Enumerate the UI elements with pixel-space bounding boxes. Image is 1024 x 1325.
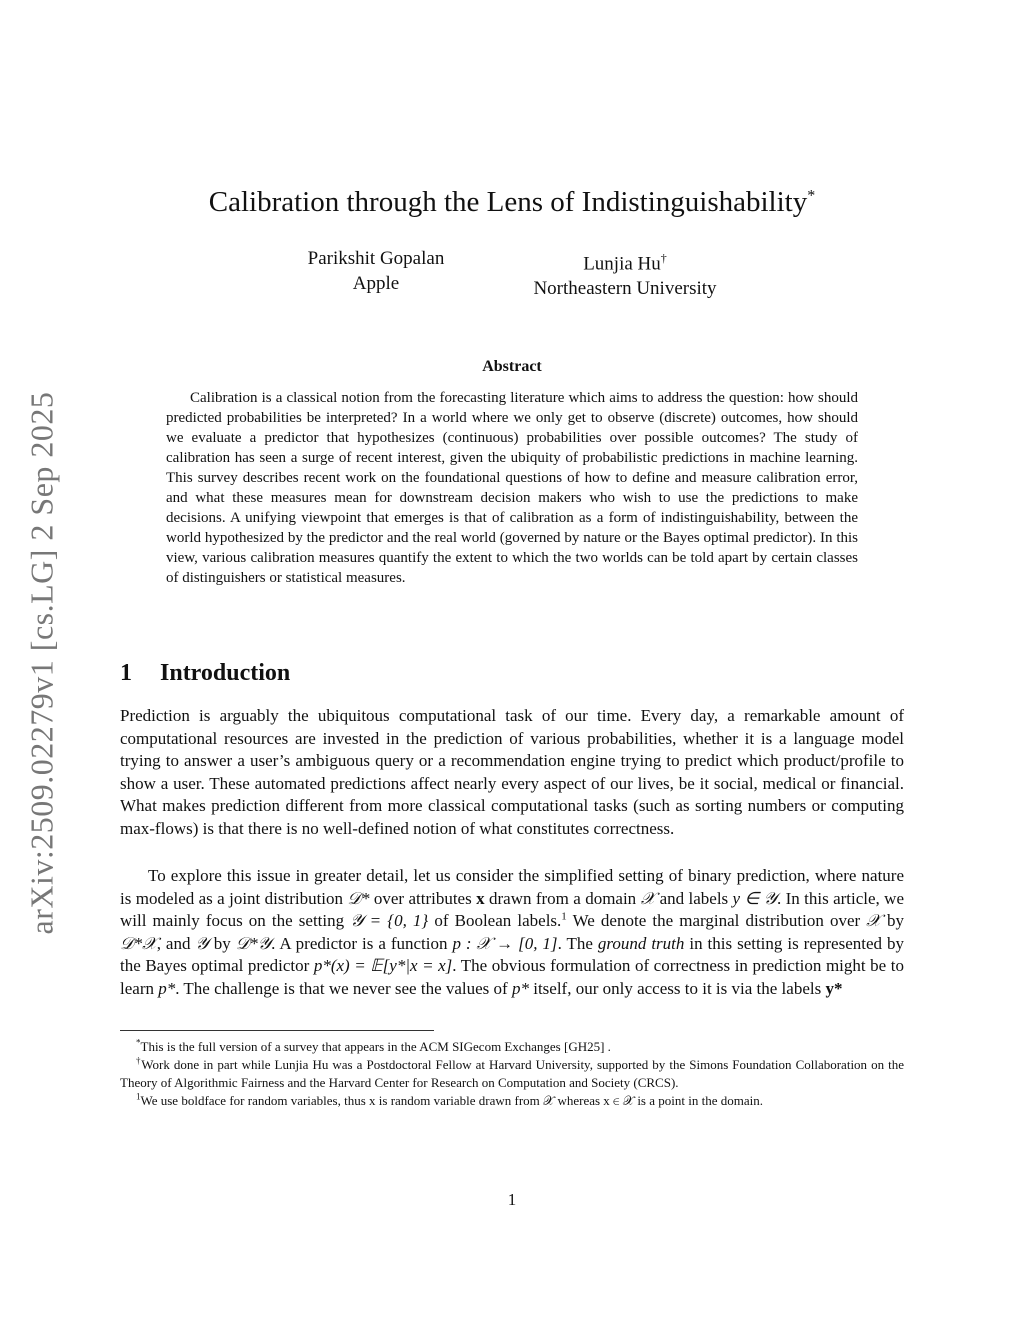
author-footnote-mark: †	[660, 251, 667, 265]
math-domain: 𝒳	[640, 888, 656, 908]
footnote-text: This is the full version of a survey that appears in the ACM SIGecom Exchanges [GH25] .	[140, 1039, 611, 1054]
paper-title-text: Calibration through the Lens of Indistinguishability	[208, 186, 808, 218]
footnote-mark: 1	[136, 1091, 141, 1102]
math-marginal-y: 𝒟*𝒴	[235, 933, 272, 953]
math-marginal-x: 𝒟*𝒳	[120, 933, 157, 953]
text-run: over attributes	[369, 888, 477, 908]
text-run: drawn from a domain	[484, 888, 641, 908]
author-name: Parikshit Gopalan	[307, 248, 445, 269]
text-run: and labels	[655, 888, 733, 908]
title-footnote-mark: *	[807, 187, 816, 205]
intro-paragraph-1: Prediction is arguably the ubiquitous computational task of our time. Every day, a remarkable amount of computational resources are invested in the prediction of various probabilities, whether it is a language model trying to answer a user’s ambiguous query or a recommendation engine trying to predict which product/profile to show a user. These automated predictions affect nearly every aspect of our lives, be it social, medical or financial. What makes prediction different from more classical computational tasks (such as sorting numbers or computing max-flows) is that there is no well-defined notion of what constitutes correctness.	[120, 706, 904, 838]
math-p-star: p*	[158, 978, 176, 998]
text-run: . The obvious formulation of correctness in prediction might be to learn	[120, 956, 904, 998]
text-run: To explore this issue in greater detail, let us consider the simplified setting of binary prediction, where nature is modeled as a joint distribution	[120, 866, 904, 908]
text-run: . A predictor is a function	[271, 933, 453, 953]
math-domain: 𝒳	[866, 911, 881, 931]
text-run: . The challenge is that we never see the values of	[175, 978, 512, 998]
math-boolean-labels: 𝒴 = {0, 1}	[350, 911, 429, 931]
section-title: Introduction	[160, 660, 291, 686]
paper-title	[120, 186, 904, 219]
footnote-item	[120, 1038, 904, 1056]
author-block-1	[296, 246, 456, 296]
arxiv-identifier-text: arXiv:2509.02279v1 [cs.LG] 2 Sep 2025	[23, 391, 60, 934]
text-run: by	[208, 933, 236, 953]
text-run: itself, our only access to it is via the labels	[528, 978, 826, 998]
author-name: Lunjia Hu	[583, 253, 661, 275]
math-attribute-variable: x	[476, 888, 485, 908]
footnote-item	[120, 1056, 904, 1092]
page-number: 1	[507, 1190, 517, 1209]
math-label-set: 𝒴	[195, 933, 209, 953]
text-run: , and	[156, 933, 196, 953]
section-number: 1	[120, 660, 132, 686]
footnote-text: Work done in part while Lunjia Hu was a Postdoctoral Fellow at Harvard University, supported by the Simons Foundation Collaboration on the Theory of Algorithmic Fairness and the Harvard Center for Research on Computation and Society (CRCS).	[120, 1057, 905, 1090]
footnotes	[120, 1038, 904, 1110]
math-p-star: p*	[511, 978, 529, 998]
abstract-text: Calibration is a classical notion from the forecasting literature which aims to address the question: how should predicted probabilities be interpreted? In a world where we only get to observe (discrete) outcomes, how should we evaluate a predictor that hypothesizes (continuous) probabilities over possible outcomes? The study of calibration has seen a surge of recent interest, given the ubiquity of probabilistic predictions in machine learning. This survey describes recent work on the foundational questions of how to define and measure calibration error, and what these measures mean for downstream decision makers who wish to use the predictions to make decisions. A unifying viewpoint that emerges is that of calibration as a form of indistinguishability, between the world hypothesized by the predictor and the real world (governed by nature or the Bayes optimal predictor). In this view, various calibration measures quantify the extent to which the two worlds can be told apart by certain classes of distinguishers or statistical measures.	[166, 390, 858, 586]
math-y-star: y*	[825, 978, 843, 998]
text-run: by	[880, 911, 904, 931]
arxiv-identifier-stamp	[22, 380, 62, 945]
footnote-mark: †	[136, 1055, 142, 1066]
text-run: of Boolean labels.	[428, 911, 562, 931]
text-run: . In this article, we will mainly focus on the setting	[120, 888, 905, 931]
intro-paragraph-2	[120, 865, 904, 1001]
author-name-line	[515, 246, 735, 276]
footnote-rule	[120, 1030, 434, 1031]
math-predictor-definition: p : 𝒳 → [0, 1]	[452, 933, 558, 953]
footnote-mark: 1	[561, 910, 567, 923]
emphasis-ground-truth: ground truth	[597, 933, 685, 953]
math-bayes-optimal: p*(x) = 𝔼[y*|x = x]	[313, 956, 453, 976]
text-run: in this setting is represented by the Bayes optimal predictor	[120, 933, 904, 976]
math-label-in-set: y ∈ 𝒴	[732, 888, 777, 908]
author-affiliation: Northeastern University	[533, 278, 717, 300]
author-block-2	[515, 246, 735, 301]
author-affiliation: Apple	[352, 273, 400, 294]
text-run: We denote the marginal distribution over	[566, 911, 867, 931]
section-heading	[120, 660, 290, 687]
footnote-mark: *	[136, 1037, 141, 1048]
math-joint-distribution: 𝒟*	[347, 888, 370, 908]
abstract-heading: Abstract	[482, 358, 542, 375]
text-run: . The	[557, 933, 598, 953]
footnote-text: We use boldface for random variables, thus x is random variable drawn from 𝒳 whereas x ∈ 𝒳 is a point in the domain.	[140, 1093, 763, 1108]
footnote-item	[120, 1092, 904, 1110]
